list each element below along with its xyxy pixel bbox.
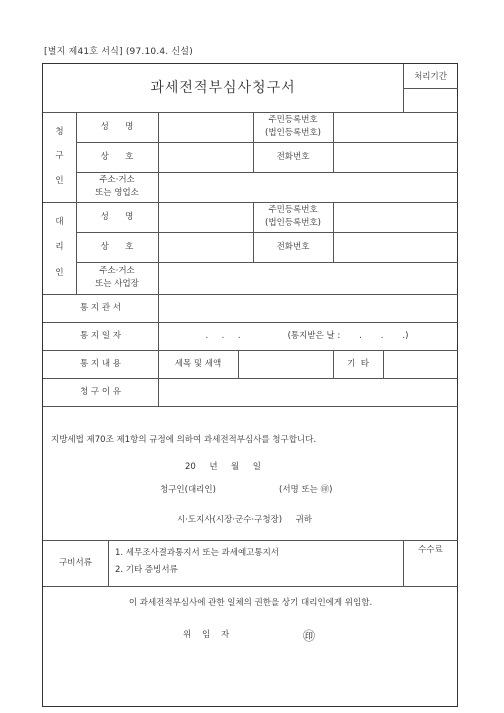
notice-date-label: 통 지 일 자	[80, 330, 121, 341]
agent-trade-name-field[interactable]	[159, 233, 253, 261]
other-label: 기 타	[347, 358, 369, 369]
signature-or-seal[interactable]: (서명 또는 ㊞)	[279, 485, 333, 495]
form-title: 과세전적부심사청구서	[150, 79, 296, 96]
form-header: [별지 제41호 서식] (97.10.4. 신설)	[44, 47, 193, 57]
claim-reason-field[interactable]	[159, 379, 458, 405]
agent-phone-label: 전화번호	[276, 241, 310, 252]
claimant-group-label: 청 구 인	[55, 126, 64, 187]
claim-form	[42, 63, 458, 707]
document-item-1: 1. 세무조사결과통지서 또는 과세예고통지서	[115, 548, 280, 558]
agent-trade-name-label: 상 호	[100, 241, 134, 252]
statement-text: 지방세법 제70조 제1항의 규정에 의하여 과세전적부심사를 청구합니다.	[51, 435, 317, 445]
notice-office-field[interactable]	[159, 295, 458, 321]
claimant-id-label: 주민등록번호 (법인등록번호)	[265, 115, 321, 138]
claimant-name-field[interactable]	[159, 113, 253, 141]
agent-address-label: 주소·거소 또는 사업장	[95, 266, 139, 289]
document-item-2: 2. 기타 증빙서류	[115, 565, 178, 575]
claimant-name-label: 성 명	[100, 121, 134, 132]
documents-label: 구비서류	[59, 557, 92, 568]
processing-period-label: 처리기간	[414, 71, 447, 82]
agent-id-label: 주민등록번호 (법인등록번호)	[265, 205, 321, 228]
claimant-id-field[interactable]	[334, 113, 458, 141]
agent-id-field[interactable]	[334, 203, 458, 231]
fee-field[interactable]	[404, 561, 458, 585]
notice-office-label: 통 지 관 서	[80, 302, 121, 313]
recipient-line: 시·도지사(시장·군수·구청장) 귀하	[177, 515, 312, 525]
claimant-signature-label: 청구인(대리인)	[160, 485, 216, 495]
claimant-trade-name-label: 상 호	[100, 151, 134, 162]
agent-name-label: 성 명	[100, 211, 134, 222]
date-line[interactable]: 20 년 월 일	[185, 461, 261, 472]
agent-group-label: 대 리 인	[55, 217, 64, 278]
seal-mark[interactable]: ㊞	[302, 628, 315, 643]
tax-item-field[interactable]	[239, 351, 332, 377]
notice-received-date[interactable]: (통지받은 날 : . . .)	[287, 330, 409, 341]
claim-reason-label: 청 구 이 유	[80, 386, 121, 397]
delegator-label: 위 임 자	[183, 630, 230, 640]
notice-date-value[interactable]: . . .	[205, 330, 241, 341]
claimant-phone-field[interactable]	[334, 143, 458, 171]
agent-address-field[interactable]	[159, 263, 458, 293]
other-field[interactable]	[384, 351, 458, 377]
processing-period-field[interactable]	[404, 89, 458, 111]
claimant-address-field[interactable]	[159, 173, 458, 201]
claimant-trade-name-field[interactable]	[159, 143, 253, 171]
agent-phone-field[interactable]	[334, 233, 458, 261]
agent-name-field[interactable]	[159, 203, 253, 231]
tax-item-label: 세목 및 세액	[174, 358, 222, 369]
claimant-phone-label: 전화번호	[276, 151, 310, 162]
fee-label: 수수료	[418, 544, 443, 555]
claimant-address-label: 주소·거소 또는 영업소	[95, 175, 139, 198]
notice-content-label: 통 지 내 용	[80, 358, 121, 369]
delegation-text: 이 과세전적부심사에 관한 일체의 권한을 상기 대리인에게 위임함.	[128, 597, 373, 608]
